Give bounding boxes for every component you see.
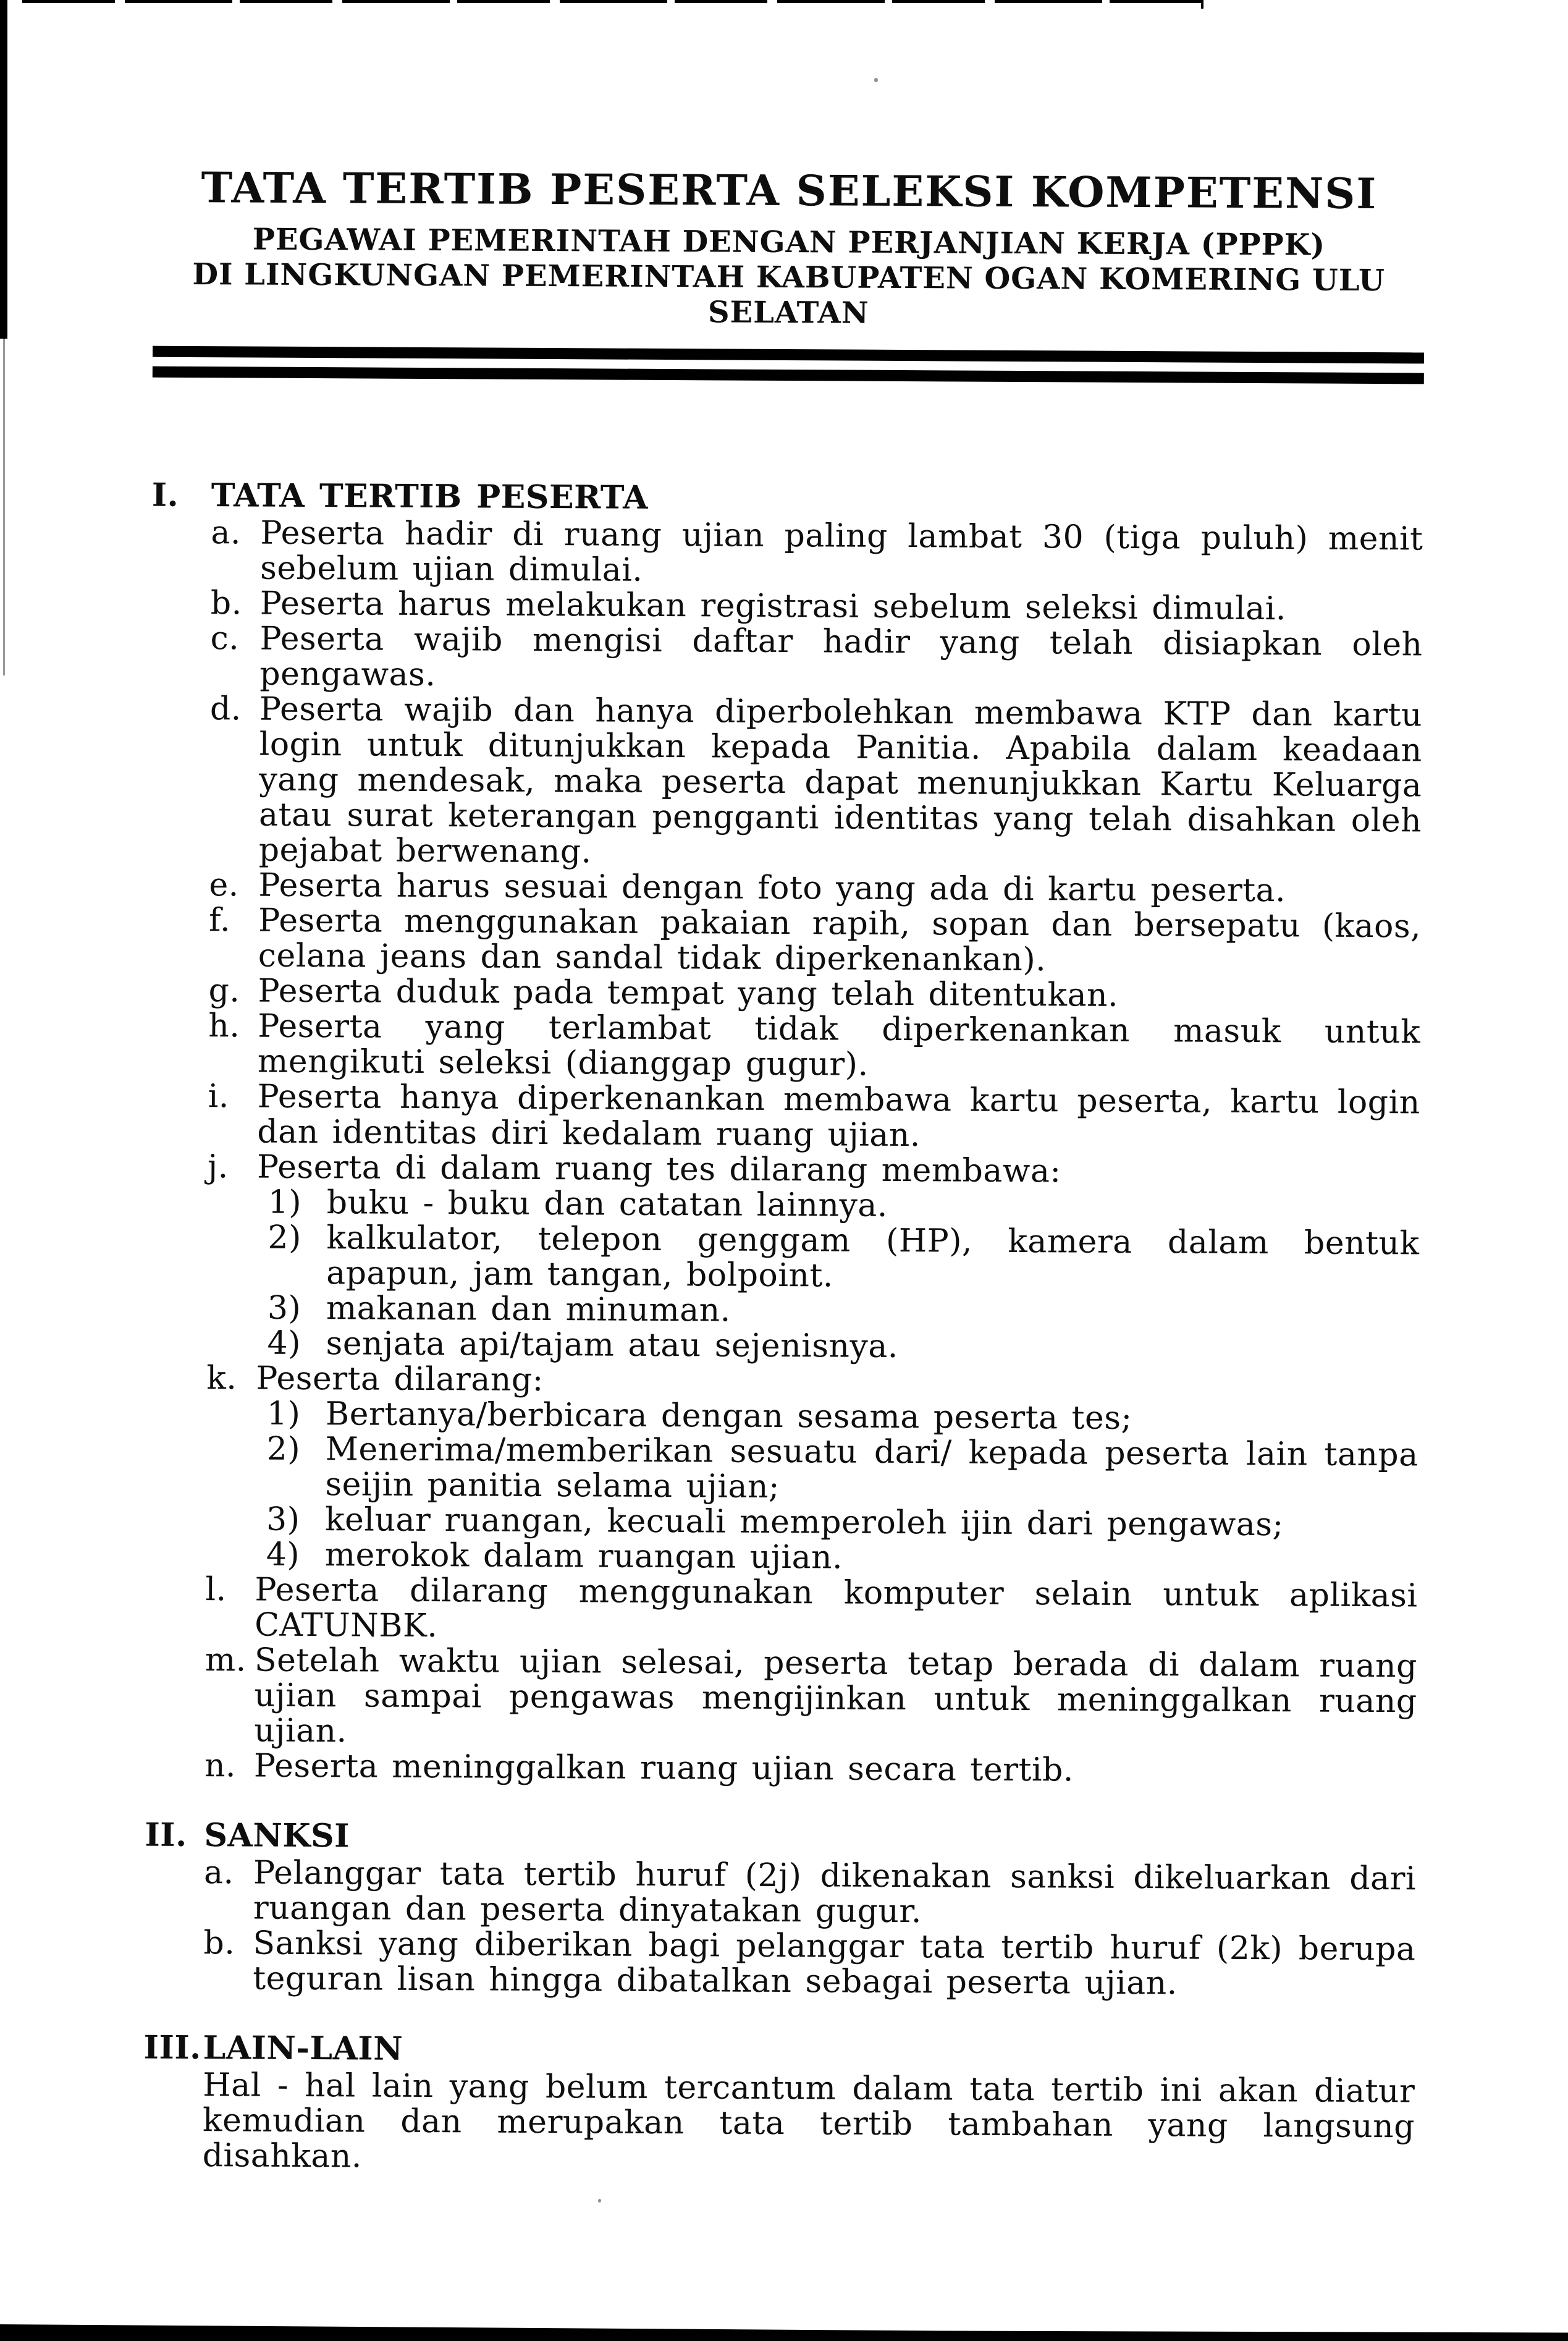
section-paragraph: Hal - hal lain yang belum tercantum dalam tata tertib ini akan diatur kemudian dan merupakan tata tertib tambahan yang langsung disahkan. xyxy=(202,2067,1415,2175)
item-text: Peserta hadir di ruang ujian paling lambat 30 (tiga puluh) menit sebelum ujian dimulai. xyxy=(260,514,1423,589)
scan-artifact-bottom-wedge xyxy=(0,2322,1568,2341)
item-marker: j. xyxy=(207,1148,229,1186)
sub-item-marker: 2) xyxy=(266,1430,301,1468)
item-text: Peserta yang terlambat tidak diperkenankan masuk untuk mengikuti seleksi (dianggap gugur). xyxy=(257,1007,1421,1083)
item-marker: f. xyxy=(209,902,231,939)
list-item-f xyxy=(209,903,1422,980)
sub-item-marker: 2) xyxy=(268,1219,302,1256)
list-item-k xyxy=(206,1361,1419,1578)
section-number: I. xyxy=(151,476,179,514)
sub-item-text: Menerima/memberikan sesuatu dari/ kepada peserta lain tanpa seijin panitia selama ujian; xyxy=(325,1431,1418,1505)
sub-item-marker: 4) xyxy=(266,1536,300,1573)
item-marker: b. xyxy=(203,1924,235,1962)
item-text: Peserta duduk pada tempat yang telah ditentukan. xyxy=(258,972,1119,1014)
list-item-i xyxy=(208,1079,1420,1156)
item-text: Peserta di dalam ruang tes dilarang membawa: xyxy=(256,1148,1061,1190)
document-title: TATA TERTIB PESERTA SELEKSI KOMPETENSI xyxy=(201,163,1378,219)
section-heading: SANKSI xyxy=(204,1816,350,1855)
list-item-c xyxy=(210,621,1423,698)
list-item-m xyxy=(204,1643,1417,1755)
item-marker: l. xyxy=(205,1571,227,1609)
list-item-a xyxy=(211,515,1423,592)
item-text: Peserta dilarang: xyxy=(256,1360,544,1399)
list-item-l xyxy=(205,1572,1418,1649)
rule-bar-top xyxy=(153,346,1424,364)
item-marker: m. xyxy=(204,1641,247,1679)
item-marker: k. xyxy=(206,1360,237,1397)
item-text: Peserta harus melakukan registrasi sebelum seleksi dimulai. xyxy=(259,585,1287,628)
sub-list xyxy=(267,1185,1419,1368)
item-marker: e. xyxy=(209,866,239,904)
item-marker: i. xyxy=(208,1078,230,1115)
section-number: III. xyxy=(143,2028,201,2067)
sub-item-text: senjata api/tajam atau sejenisnya. xyxy=(326,1325,899,1365)
list-item-h xyxy=(208,1009,1421,1085)
document-subtitle-line-2: DI LINGKUNGAN PEMERINTAH KABUPATEN OGAN KOMERING ULU SELATAN xyxy=(192,256,1385,331)
sub-item-text: buku - buku dan catatan lainnya. xyxy=(326,1184,888,1224)
sub-item-2 xyxy=(268,1221,1420,1297)
sub-item-text: merokok dalam ruangan ujian. xyxy=(324,1536,843,1577)
item-text: Peserta harus sesuai dengan foto yang ada di kartu peserta. xyxy=(258,866,1286,910)
sub-item-text: Bertanya/berbicara dengan sesama peserta tes; xyxy=(325,1395,1132,1437)
sub-item-marker: 3) xyxy=(267,1289,301,1327)
list-item-d xyxy=(209,692,1422,874)
section-heading: TATA TERTIB PESERTA xyxy=(211,476,649,517)
item-text: Peserta hanya diperkenankan membawa kartu peserta, kartu login dan identitas diri kedalam ruang ujian. xyxy=(257,1078,1420,1154)
item-text: Peserta meninggalkan ruang ujian secara tertib. xyxy=(253,1747,1074,1789)
rule-bar-bottom xyxy=(153,366,1424,384)
sub-list xyxy=(266,1397,1418,1579)
item-marker: b. xyxy=(210,585,242,622)
item-marker: a. xyxy=(211,514,242,552)
item-body xyxy=(256,1150,1420,1368)
section-heading: LAIN-LAIN xyxy=(203,2029,403,2068)
document-header xyxy=(153,163,1425,334)
item-marker: h. xyxy=(208,1007,240,1045)
sub-item-marker: 3) xyxy=(266,1501,300,1538)
item-text: Peserta wajib dan hanya diperbolehkan membawa KTP dan kartu login untuk ditunjukkan kepada Panitia. Apabila dalam keadaan yang mendesak, maka peserta dapat menunjukkan Kartu Keluarga atau surat keterangan pengganti identitas yang telah disahkan oleh pejabat berwenang. xyxy=(258,690,1423,871)
item-marker: d. xyxy=(209,690,242,728)
item-marker: a. xyxy=(203,1854,234,1892)
list-item-n xyxy=(204,1748,1417,1790)
section-number: II. xyxy=(145,1816,187,1854)
item-body xyxy=(255,1361,1419,1579)
item-marker: n. xyxy=(204,1747,237,1785)
sub-item-marker: 4) xyxy=(267,1324,301,1362)
list-item-a xyxy=(204,1855,1417,1932)
item-text: Sanksi yang diberikan bagi pelanggar tata tertib huruf (2k) berupa teguran lisan hingga dibatalkan sebagai peserta ujian. xyxy=(253,1924,1416,2002)
sub-item-text: keluar ruangan, kecuali memperoleh ijin dari pengawas; xyxy=(324,1501,1284,1544)
list-item-j xyxy=(206,1149,1420,1367)
section-i-tata-tertib xyxy=(145,478,1423,1790)
item-text: Peserta menggunakan pakaian rapih, sopan dan bersepatu (kaos, celana jeans dan sandal tidak diperkenankan). xyxy=(258,902,1422,979)
section-ii-sanksi xyxy=(144,1818,1416,2003)
sub-item-2 xyxy=(266,1432,1418,1509)
sub-item-marker: 1) xyxy=(266,1395,301,1433)
item-marker: g. xyxy=(208,972,240,1010)
sub-item-marker: 1) xyxy=(268,1183,302,1221)
sub-item-text: makanan dan minuman. xyxy=(326,1290,731,1329)
double-horizontal-rule xyxy=(153,346,1424,384)
item-marker: c. xyxy=(210,620,240,658)
list-item-b xyxy=(203,1926,1416,2002)
item-text: Setelah waktu ujian selesai, peserta tetap berada di dalam ruang ujian sampai pengawas mengijinkan untuk meninggalkan ruang ujian. xyxy=(254,1641,1418,1750)
section-iii-lain-lain xyxy=(143,2030,1415,2180)
sub-item-text: kalkulator, telepon genggam (HP), kamera dalam bentuk apapun, jam tangan, bolpoint. xyxy=(326,1219,1420,1295)
item-text: Peserta dilarang menggunakan komputer selain untuk aplikasi CATUNBK. xyxy=(255,1571,1418,1645)
item-text: Pelanggar tata tertib huruf (2j) dikenakan sanksi dikeluarkan dari ruangan dan peserta dinyatakan gugur. xyxy=(253,1854,1417,1931)
item-text: Peserta wajib mengisi daftar hadir yang telah disiapkan oleh pengawas. xyxy=(259,620,1423,694)
scan-speck xyxy=(598,2199,601,2203)
document-subtitle-line-1: PEGAWAI PEMERINTAH DENGAN PERJANJIAN KERJA (PPPK) xyxy=(252,222,1326,263)
